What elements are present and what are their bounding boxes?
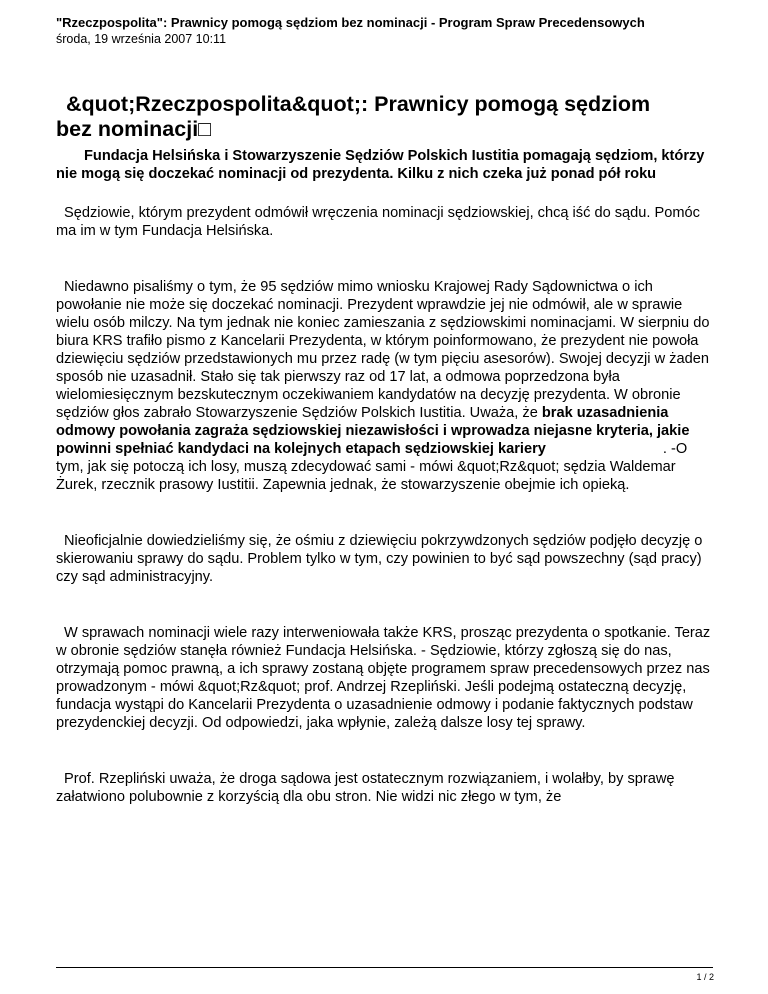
- footer-divider: [56, 967, 713, 968]
- article-title-line2: bez nominacji□: [56, 117, 212, 141]
- article-title: [56, 92, 716, 142]
- header-date: środa, 19 września 2007 10:11: [56, 32, 227, 46]
- paragraph-1: Sędziowie, którym prezydent odmówił wręczenia nominacji sędziowskiej, chcą iść do sądu. Pomóc ma im w tym Fundacja Helsińska.: [56, 205, 700, 239]
- article-lead: Fundacja Helsińska i Stowarzyszenie Sędziów Polskich Iustitia pomagają sędziom, którzy nie mogą się doczekać nominacji od prezydenta. Kilku z nich czeka już ponad pół roku: [56, 148, 705, 182]
- page-header: [56, 15, 726, 47]
- header-title: "Rzeczpospolita": Prawnicy pomogą sędziom bez nominacji - Program Spraw Precedensowych: [56, 15, 645, 30]
- paragraph-2-text-b: . -O tym, jak się potoczą ich losy, muszą zdecydować sami - mówi &quot;Rz&quot; sędzia Waldemar Żurek, rzecznik prasowy Iustitii. Zapewnia jednak, że stowarzyszenie obejmie ich opieką.: [56, 441, 688, 493]
- article-body: [56, 92, 716, 806]
- article-title-line1: &quot;Rzeczpospolita&quot;: Prawnicy pomogą sędziom: [66, 92, 651, 116]
- paragraph-2-text-a: Niedawno pisaliśmy o tym, że 95 sędziów mimo wniosku Krajowej Rady Sądownictwa o ich powołanie nie może się doczekać nominacji. Prezydent wprawdzie jej nie odmówił, ale w sprawie wielu osób milczy. Na tym jednak nie koniec zamieszania z sędziowskimi nominacjami. W sierpniu do biura KRS trafiło pismo z Kancelarii Prezydenta, w którym poinformowano, że prezydent nie powoła dziewięciu sędziów przedstawionych mu przez radę (w tym pięciu asesorów). Swojej decyzji w żaden sposób nie uzasadnił. Stało się tak pierwszy raz od 17 lat, a odmowa poprzedzona była wielomiesięcznym bezskutecznym oczekiwaniem kandydatów na decyzję prezydenta. W obronie sędziów głos zabrało Stowarzyszenie Sędziów Polskich Iustitia. Uważa, że: [56, 279, 710, 421]
- paragraph-5: Prof. Rzepliński uważa, że droga sądowa jest ostatecznym rozwiązaniem, i wolałby, by sprawę załatwiono polubownie z korzyścią dla obu stron. Nie widzi nic złego w tym, że: [56, 771, 675, 805]
- paragraph-2-bold: brak uzasadnienia odmowy powołania zagraża sędziowskiej niezawisłości i wprowadza niejasne kryteria, jakie powinni spełniać kandydaci na kolejnych etapach sędziowskiej kariery: [56, 405, 690, 457]
- paragraph-3: Nieoficjalnie dowiedzieliśmy się, że ośmiu z dziewięciu pokrzywdzonych sędziów podjęło decyzję o skierowaniu sprawy do sądu. Problem tylko w tym, czy powinien to być sąd powszechny (sąd pracy) czy sąd administracyjny.: [56, 533, 703, 585]
- paragraph-4: W sprawach nominacji wiele razy interweniowała także KRS, prosząc prezydenta o spotkanie. Teraz w obronie sędziów stanęła również Fundacja Helsińska. - Sędziowie, którzy zgłoszą się do nas, otrzymają pomoc prawną, a ich sprawy zostaną objęte programem spraw precedensowych przez nas prowadzonym - mówi &quot;Rz&quot; prof. Andrzej Rzepliński. Jeśli podejmą ostateczną decyzję, fundacja wystąpi do Kancelarii Prezydenta o uzasadnienie odmowy i podanie faktycznych podstaw prezydenckiej decyzji. Od odpowiedzi, jaka wpłynie, zależą dalsze losy tej sprawy.: [56, 625, 711, 731]
- page-number: 1 / 2: [696, 972, 714, 982]
- paragraph-2: [56, 278, 716, 494]
